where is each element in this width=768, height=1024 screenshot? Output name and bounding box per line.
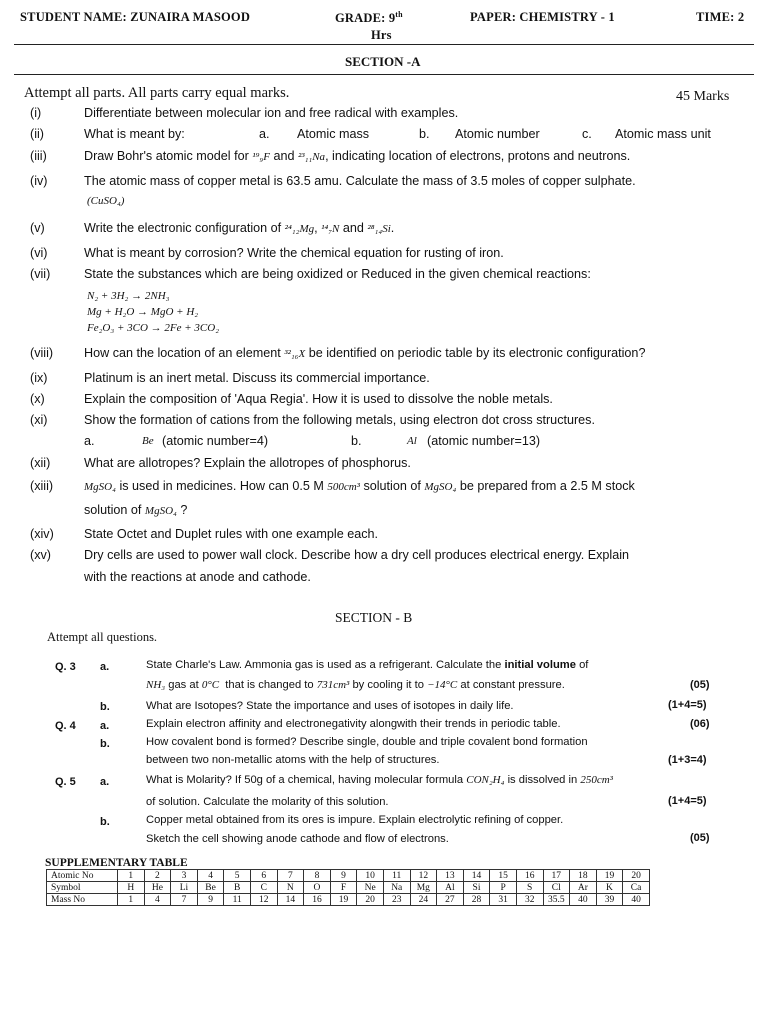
question-number: (i) [30,106,42,120]
text-part: What is Molarity? If 50g of a chemical, having molecular formula [146,774,464,786]
chem-formula: 500cm³ [327,481,360,493]
chem-symbol: ²⁸₁₄Si [367,223,391,235]
grade-text: GRADE: 9 [335,11,396,26]
text-part: gas at [168,679,199,691]
question-text: State the substances which are being oxidized or Reduced in the given chemical reactions: [84,267,591,281]
table-cell: 11 [224,894,251,906]
table-cell: 35.5 [543,894,570,906]
question-text [84,148,630,165]
table-cell: 1 [118,870,145,882]
text-part: of [579,659,589,671]
q5-b-line1: Copper metal obtained from its ores is impure. Explain electrolytic refining of copper. [146,814,564,826]
table-cell: 15 [490,870,517,882]
question-number: (vi) [30,246,48,260]
chem-symbol: Al [407,435,417,447]
table-cell: 7 [277,870,304,882]
table-cell: K [596,882,623,894]
table-cell: 1 [118,894,145,906]
table-cell: C [250,882,277,894]
table-cell: Na [383,882,410,894]
question-text: Write the electronic configuration of ²⁴₁₂Mg, ¹⁴₇N and ²⁸₁₄Si. [84,221,395,235]
table-cell: 7 [171,894,198,906]
table-cell: Ar [570,882,597,894]
table-cell: 8 [304,870,331,882]
question-text: What is meant by: [84,127,185,141]
q5-b-line2: Sketch the cell showing anode cathode and flow of electrons. [146,833,449,845]
chem-formula: 250cm³ [580,774,613,786]
question-text: Explain the composition of 'Aqua Regia'. How it is used to dissolve the noble metals. [84,392,553,406]
question-text: Dry cells are used to power wall clock. Describe how a dry cell produces electrical energy. Explain [84,548,630,562]
table-cell: 14 [277,894,304,906]
table-cell: 32 [516,894,543,906]
table-cell: 14 [463,870,490,882]
section-b-title: SECTION - B [335,610,413,625]
text-part: at constant pressure. [460,679,565,691]
table-cell: 6 [250,870,277,882]
q3-a-line1 [146,659,588,671]
table-cell: Be [197,882,224,894]
table-cell: 4 [144,894,171,906]
question-text: What is meant by corrosion? Write the chemical equation for rusting of iron. [84,246,504,260]
q4-a-marks: (06) [690,718,710,730]
text-part: and [273,149,295,163]
option-label: a. [259,127,270,141]
q4-b-line2: between two non-metallic atoms with the help of structures. [146,754,440,766]
text-part: How can the location of an element [84,346,281,360]
table-cell: Mg [410,882,437,894]
supplementary-title: SUPPLEMENTARY TABLE [45,857,188,869]
q4-b-marks: (1+3=4) [668,754,707,766]
chem-formula: MgSO₄ [144,505,177,517]
chem-symbol: ³²₁₆X [284,348,306,360]
option-text: (atomic number=4) [162,434,269,448]
bold-text: initial volume [504,659,576,671]
question-number: (xiii) [30,479,54,493]
question-text [84,478,635,495]
q3-part-b: b. [100,701,110,713]
question-number: (ix) [30,371,48,385]
equation-2: Mg + H₂O → MgO + H₂ [87,306,199,318]
question-number: (xii) [30,456,51,470]
question-text: Differentiate between molecular ion and free radical with examples. [84,106,459,120]
chem-symbol: ²³₁₁Na [297,151,326,163]
question-text: Show the formation of cations from the following metals, using electron dot cross structures. [84,413,595,427]
symbol-row [47,882,650,894]
chem-symbol: ¹⁴₇N [321,223,340,235]
table-cell: H [118,882,145,894]
option-label: b. [351,434,362,448]
grade [335,10,403,26]
question-text [84,345,645,362]
chem-formula: CON₂H₄ [466,774,505,786]
header-rule [14,44,754,45]
equation-3: Fe₂O₃ + 3CO → 2Fe + 3CO₂ [87,322,220,334]
table-cell: Al [437,882,464,894]
section-a-instruction: Attempt all parts. All parts carry equal marks. [24,85,290,101]
chem-symbol: Be [142,435,154,447]
chem-formula: NH₃ [146,679,166,691]
table-cell: 19 [330,894,357,906]
table-cell: O [304,882,331,894]
q3-number: Q. 3 [55,661,76,673]
q4-a-text: Explain electron affinity and electronegativity alongwith their trends in periodic table. [146,718,561,730]
table-cell: 9 [197,894,224,906]
chem-formula: MgSO₄ [424,481,457,493]
hours-label: Hrs [371,28,392,42]
question-number: (vii) [30,267,51,281]
table-cell: 19 [596,870,623,882]
text-part: State Charle's Law. Ammonia gas is used as a refrigerant. Calculate the [146,659,502,671]
table-cell: Cl [543,882,570,894]
question-number: (iii) [30,149,47,163]
q3-a-marks: (05) [690,679,710,691]
table-cell: B [224,882,251,894]
table-cell: 24 [410,894,437,906]
option-label: b. [419,127,430,141]
row-label: Atomic No [47,870,118,882]
row-label: Mass No [47,894,118,906]
equation-1: N₂ + 3H₂ → 2NH₃ [87,290,170,302]
text-part: solution of [84,503,142,517]
question-number: (v) [30,221,45,235]
q3-b-marks: (1+4=5) [668,699,707,711]
table-cell: 16 [304,894,331,906]
q5-a-line1 [146,774,613,786]
text-part: Draw Bohr's atomic model for [84,149,249,163]
q5-a-line2: of solution. Calculate the molarity of this solution. [146,796,389,808]
q5-part-b: b. [100,816,110,828]
table-cell: 20 [623,870,650,882]
text-part: . [390,221,395,235]
table-cell: 39 [596,894,623,906]
question-text: State Octet and Duplet rules with one example each. [84,527,379,541]
table-cell: 40 [570,894,597,906]
question-number: (xiv) [30,527,54,541]
text-part: that is changed to [225,679,314,691]
table-cell: 16 [516,870,543,882]
text-part: , indicating location of electrons, protons and neutrons. [325,149,631,163]
text-part: solution of [363,479,421,493]
q4-part-b: b. [100,738,110,750]
text-part: by cooling it to [352,679,424,691]
q5-part-a: a. [100,776,110,788]
table-cell: 27 [437,894,464,906]
table-cell: 5 [224,870,251,882]
table-cell: 23 [383,894,410,906]
table-cell: 9 [330,870,357,882]
question-number: (xi) [30,413,48,427]
text-part: be identified on periodic table by its electronic configuration? [308,346,646,360]
periodic-table [46,869,650,906]
text-part: and [342,221,364,235]
q5-a-marks: (1+4=5) [668,795,707,807]
question-text: The atomic mass of copper metal is 63.5 amu. Calculate the mass of 3.5 moles of copper sulphate. [84,174,636,188]
grade-sup: th [395,10,403,19]
table-cell: 4 [197,870,224,882]
q4-number: Q. 4 [55,720,76,732]
chem-formula: MgSO₄ [84,481,116,493]
section-a-marks: 45 Marks [676,89,730,104]
table-cell: P [490,882,517,894]
table-cell: Si [463,882,490,894]
table-cell: 10 [357,870,384,882]
q4-b-line1: How covalent bond is formed? Describe single, double and triple covalent bond formation [146,736,588,748]
text-part: is used in medicines. How can 0.5 M [119,479,324,493]
section-a-title: SECTION -A [345,54,421,69]
table-cell: 40 [623,894,650,906]
mass-number-row [47,894,650,906]
time-label: TIME: 2 [696,10,745,24]
section-b-instruction: Attempt all questions. [47,630,158,644]
table-cell: 2 [144,870,171,882]
chem-formula: −14°C [427,679,458,691]
table-cell: 18 [570,870,597,882]
question-number: (viii) [30,346,54,360]
q3-a-line2 [146,679,565,691]
option-label: a. [84,434,95,448]
text-part: be prepared from a 2.5 M stock [459,479,635,493]
table-cell: Ca [623,882,650,894]
option-text: Atomic mass unit [615,127,711,141]
question-number: (ii) [30,127,44,141]
table-cell: 13 [437,870,464,882]
paper-title: PAPER: CHEMISTRY - 1 [470,10,615,24]
table-cell: F [330,882,357,894]
question-text: Platinum is an inert metal. Discuss its commercial importance. [84,371,430,385]
chem-formula: 0°C [201,679,220,691]
q5-number: Q. 5 [55,776,76,788]
table-cell: He [144,882,171,894]
q4-part-a: a. [100,720,110,732]
chem-symbol: ²⁴₁₂Mg [284,223,315,235]
table-cell: 31 [490,894,517,906]
option-text: Atomic mass [297,127,370,141]
option-label: c. [582,127,592,141]
chem-formula: (CuSO₄) [87,195,125,207]
table-cell: Ne [357,882,384,894]
table-cell: 20 [357,894,384,906]
atomic-number-row [47,870,650,882]
q3-part-a: a. [100,661,110,673]
table-cell: N [277,882,304,894]
question-number: (x) [30,392,45,406]
text-part: ? [180,503,188,517]
table-cell: 17 [543,870,570,882]
table-cell: Li [171,882,198,894]
text-part: is dissolved in [507,774,578,786]
question-number: (xv) [30,548,51,562]
q5-b-marks: (05) [690,832,710,844]
question-number: (iv) [30,174,48,188]
chem-symbol: ¹⁹₉F [252,151,270,163]
student-name: STUDENT NAME: ZUNAIRA MASOOD [20,10,251,24]
table-cell: 11 [383,870,410,882]
option-text: (atomic number=13) [427,434,541,448]
q3-b-text: What are Isotopes? State the importance and uses of isotopes in daily life. [146,700,514,712]
table-cell: S [516,882,543,894]
question-text: with the reactions at anode and cathode. [84,570,311,584]
chem-formula: 731cm³ [316,679,350,691]
table-cell: 12 [250,894,277,906]
section-a-rule [14,74,754,75]
text-part: Write the electronic configuration of [84,221,282,235]
row-label: Symbol [47,882,118,894]
table-cell: 3 [171,870,198,882]
question-text: What are allotropes? Explain the allotropes of phosphorus. [84,456,411,470]
table-cell: 28 [463,894,490,906]
question-text [84,502,187,519]
option-text: Atomic number [455,127,540,141]
table-cell: 12 [410,870,437,882]
